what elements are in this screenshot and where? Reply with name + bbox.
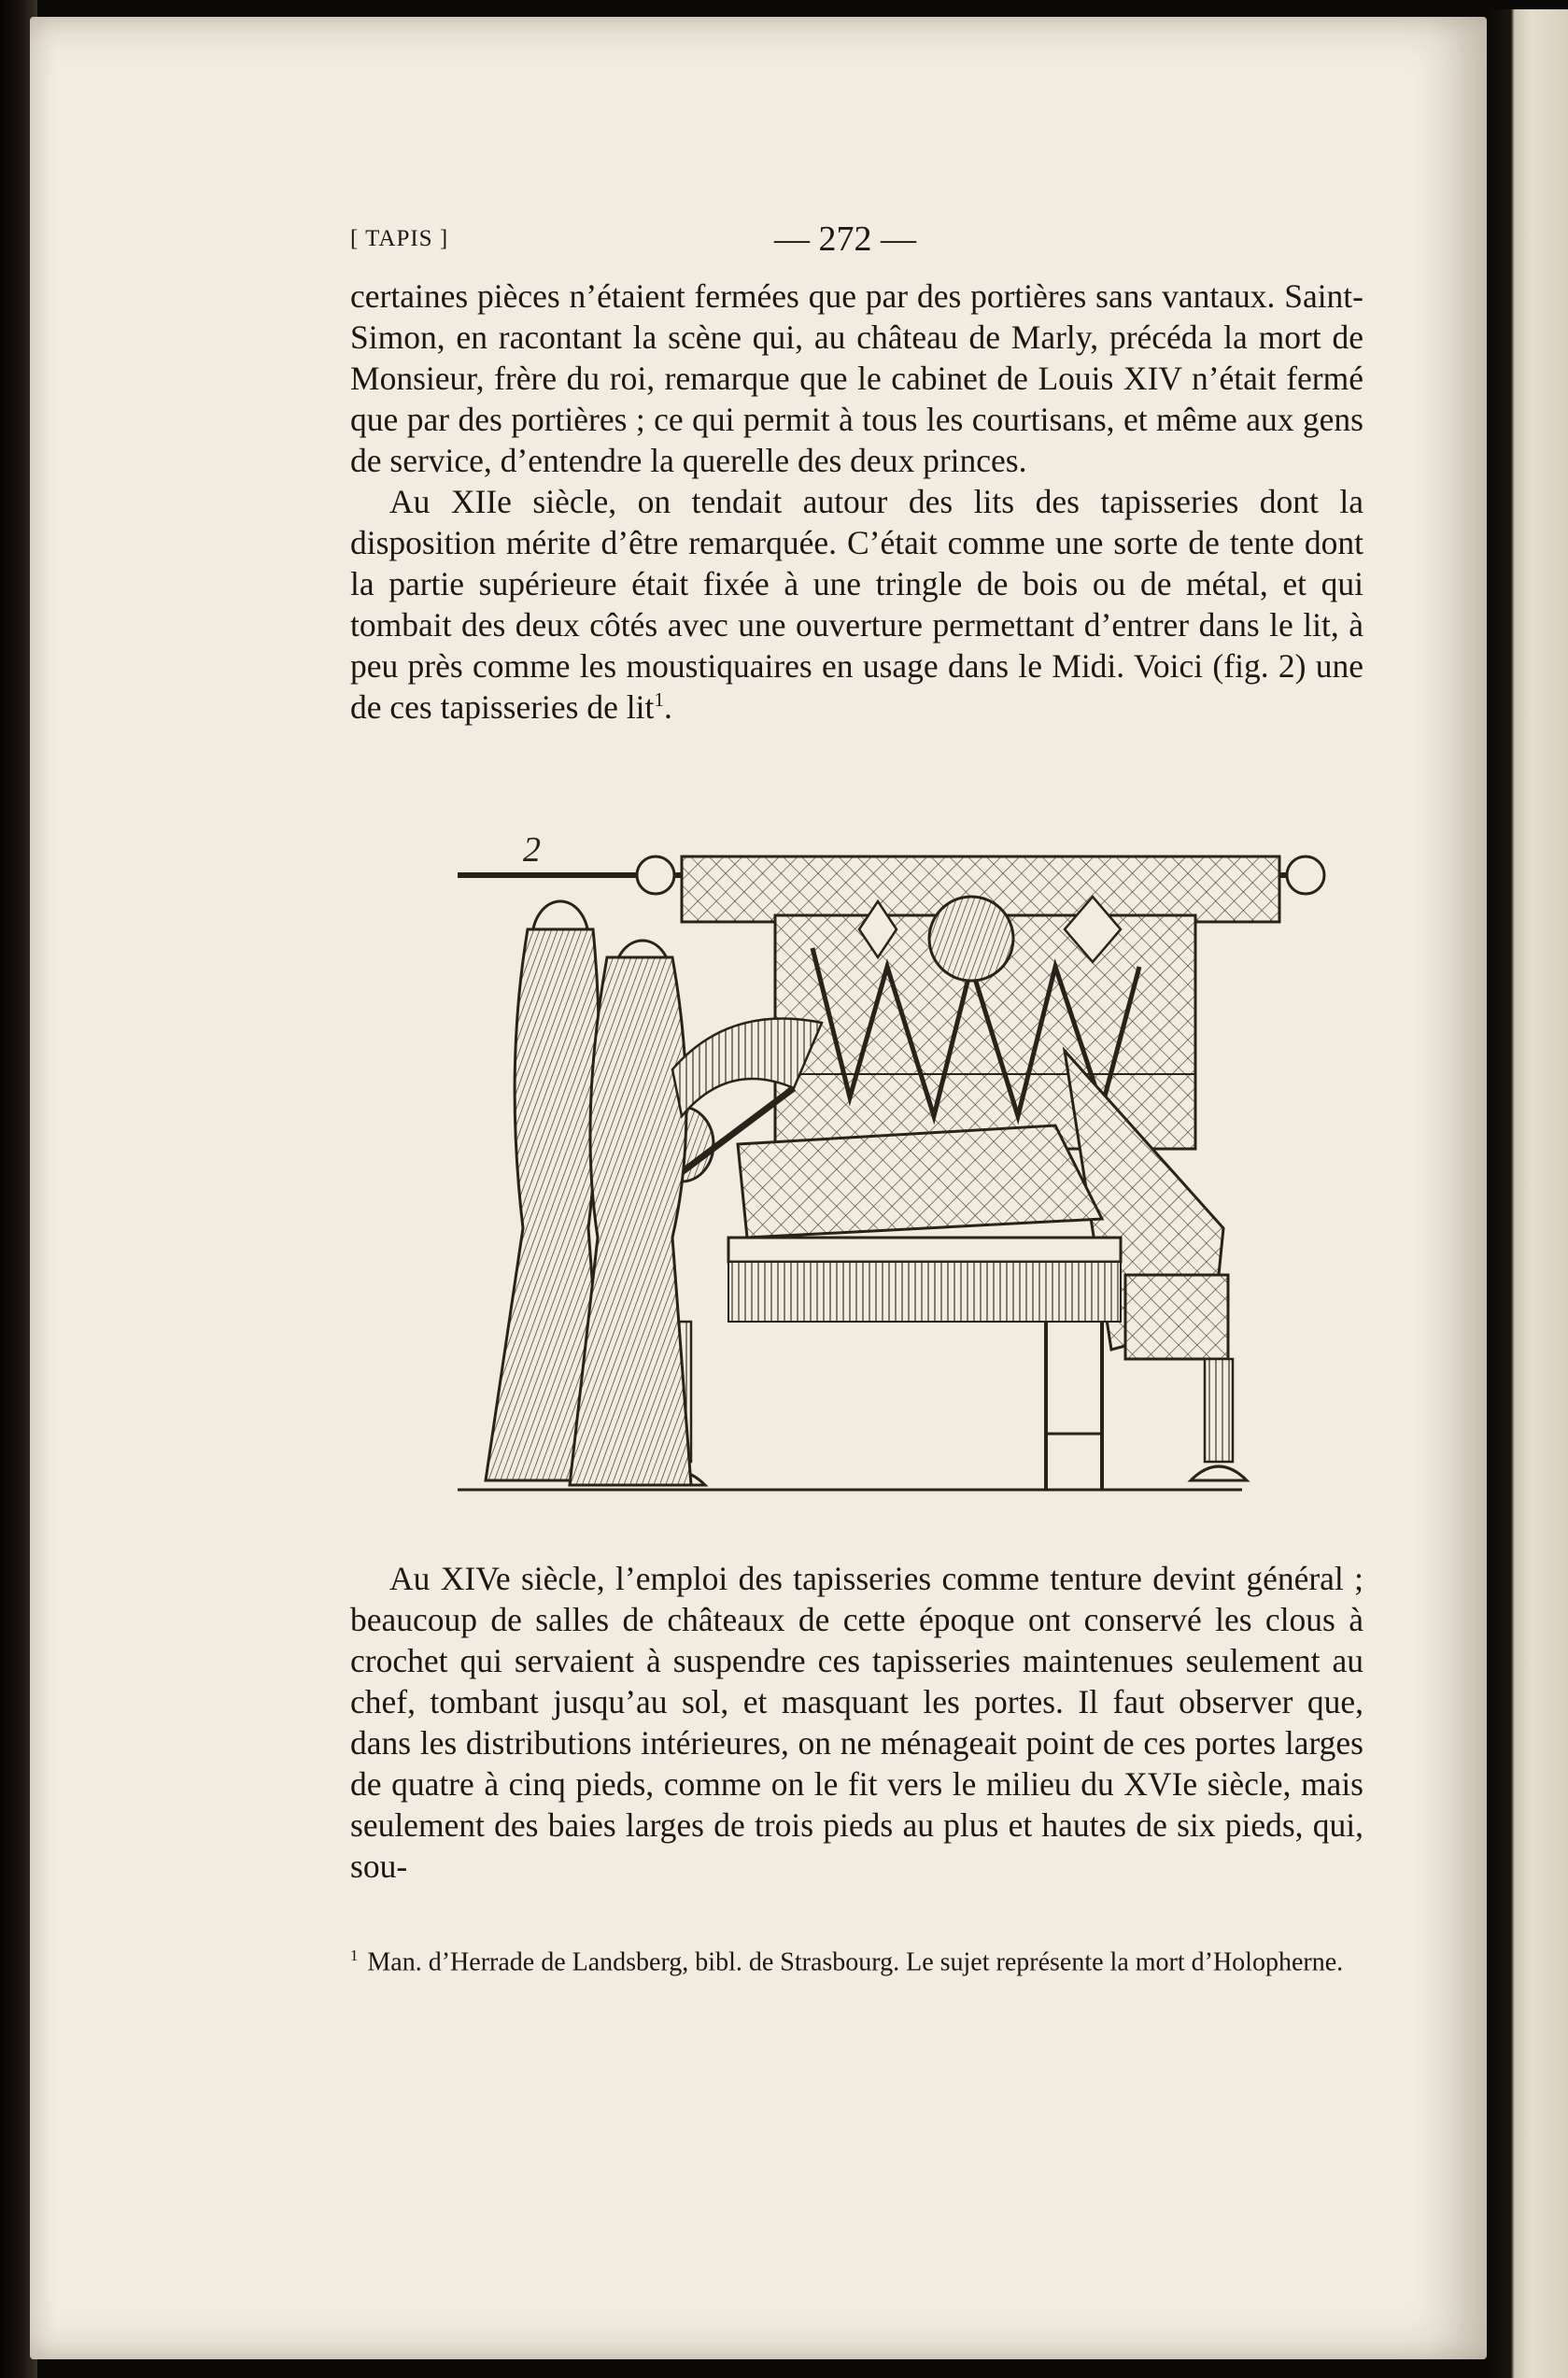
footnote (350, 1937, 1377, 1981)
page-number: — 272 — (774, 219, 916, 259)
section-title: [ TAPIS ] (350, 226, 449, 251)
footnote-reference[interactable]: 1 (654, 688, 664, 712)
figure-number: 2 (523, 830, 541, 870)
running-head (350, 219, 1359, 269)
paragraph-text: Au XIIe siècle, on tendait autour des lits des tapisseries dont la disposition mérite d’être remarquée. C’était comme une sorte de tente dont la partie supérieure était fixée à une tringle de bois ou de métal, et qui tombait des deux côtés avec une ouverture permettant d’entrer dans le lit, à peu près comme les moustiquaires en usage dans le Midi. Voici (fig. 2) une de ces tapisseries de lit (350, 483, 1363, 726)
text-block-top (350, 276, 1363, 728)
facing-page-edge (1487, 9, 1568, 2378)
footnote-text: Man. d’Herrade de Landsberg, bibl. de Strasbourg. Le sujet représente la mort d’Holopherne. (367, 1947, 1344, 1977)
text-block-bottom (350, 1558, 1363, 1887)
footnote-marker: 1 (350, 1946, 359, 1964)
figure-illustration (448, 836, 1345, 1527)
paragraph: Au XIIe siècle, on tendait autour des lits des tapisseries dont la disposition mérite d’être remarquée. C’était comme une sorte de tente dont la partie supérieure était fixée à une tringle de bois ou de métal, et qui tombait des deux côtés avec une ouverture permettant d’entrer dans le lit, à peu près comme les moustiquaires en usage dans le Midi. Voici (fig. 2) une de ces tapisseries de lit$^1$. (350, 483, 1363, 726)
paragraph: Au XIVe siècle, l’emploi des tapisseries comme tenture devint général ; beaucoup de salles de châteaux de cette époque ont conservé les clous à crochet qui servaient à suspendre ces tapisseries maintenues seulement au chef, tombant jusqu’au sol, et masquant les portes. Il faut observer que, dans les distributions intérieures, on ne ménageait point de ces portes larges de quatre à cinq pieds, comme on le fit vers le milieu du XVIe siècle, mais seulement des baies larges de trois pieds au plus et hautes de six pieds, qui, sou- (350, 1560, 1363, 1885)
paragraph: certaines pièces n’étaient fermées que par des portières sans vantaux. Saint-Simon, en racontant la scène qui, au château de Marly, précéda la mort de Monsieur, frère du roi, remarque que le cabinet de Louis XIV n’était fermé que par des portières ; ce qui permit à tous les courtisans, et même aux gens de service, d’entendre la querelle des deux princes. (350, 277, 1363, 479)
